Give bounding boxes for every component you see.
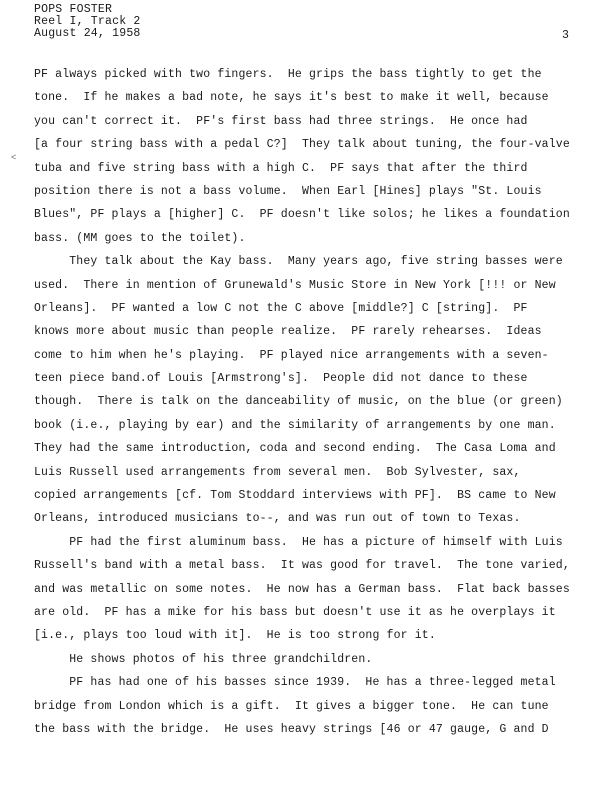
text-line: [a four string bass with a pedal C?] They talk about tuning, the four-valve [34, 138, 570, 152]
text-line: Luis Russell used arrangements from several men. Bob Sylvester, sax, [34, 465, 521, 479]
page-number: 3 [562, 29, 569, 42]
text-line: position there is not a bass volume. When Earl [Hines] plays "St. Louis [34, 184, 542, 198]
document-header [34, 4, 141, 40]
text-line: are old. PF has a mike for his bass but doesn't use it as he overplays it [34, 605, 556, 619]
text-line: bridge from London which is a gift. It gives a bigger tone. He can tune [34, 699, 549, 713]
text-line: copied arrangements [cf. Tom Stoddard interviews with PF]. BS came to New [34, 489, 556, 503]
text-line: PF has had one of his basses since 1939. He has a three-legged metal [34, 676, 556, 690]
text-line: tone. If he makes a bad note, he says it's best to make it well, because [34, 91, 549, 105]
margin-mark: < [11, 153, 17, 163]
text-line: book (i.e., playing by ear) and the similarity of arrangements by one man. [34, 418, 556, 432]
header-date: August 24, 1958 [34, 27, 141, 40]
text-line: and was metallic on some notes. He now has a German bass. Flat back basses [34, 582, 570, 596]
text-line: used. There in mention of Grunewald's Music Store in New York [!!! or New [34, 278, 556, 292]
text-line: Orleans, introduced musicians to--, and was run out of town to Texas. [34, 512, 521, 526]
text-line: you can't correct it. PF's first bass had three strings. He once had [34, 114, 528, 128]
text-line: teen piece band.of Louis [Armstrong's]. People did not dance to these [34, 372, 528, 386]
header-reel-track: Reel I, Track 2 [34, 15, 141, 28]
text-line: bass. (MM goes to the toilet). [34, 231, 246, 245]
text-line: They talk about the Kay bass. Many years ago, five string basses were [34, 255, 563, 269]
text-line: knows more about music than people realize. PF rarely rehearses. Ideas [34, 325, 542, 339]
text-line: Orleans]. PF wanted a low C not the C above [middle?] C [string]. PF [34, 301, 528, 315]
text-line: tuba and five string bass with a high C. PF says that after the third [34, 161, 528, 175]
text-line: Russell's band with a metal bass. It was good for travel. The tone varied, [34, 559, 570, 573]
text-line: PF always picked with two fingers. He grips the bass tightly to get the [34, 68, 542, 81]
text-line: They had the same introduction, coda and second ending. The Casa Loma and [34, 442, 556, 456]
text-line: [i.e., plays too loud with it]. He is too strong for it. [34, 629, 436, 643]
header-name: POPS FOSTER [34, 3, 113, 16]
text-line: He shows photos of his three grandchildren. [34, 652, 373, 666]
text-line: PF had the first aluminum bass. He has a picture of himself with Luis [34, 535, 563, 549]
text-line: Blues", PF plays a [higher] C. PF doesn't like solos; he likes a foundation [34, 208, 570, 222]
transcript-body [34, 63, 582, 741]
text-line: come to him when he's playing. PF played nice arrangements with a seven- [34, 348, 549, 362]
text-line: the bass with the bridge. He uses heavy strings [46 or 47 gauge, G and D [34, 722, 549, 736]
text-line: though. There is talk on the danceability of music, on the blue (or green) [34, 395, 563, 409]
